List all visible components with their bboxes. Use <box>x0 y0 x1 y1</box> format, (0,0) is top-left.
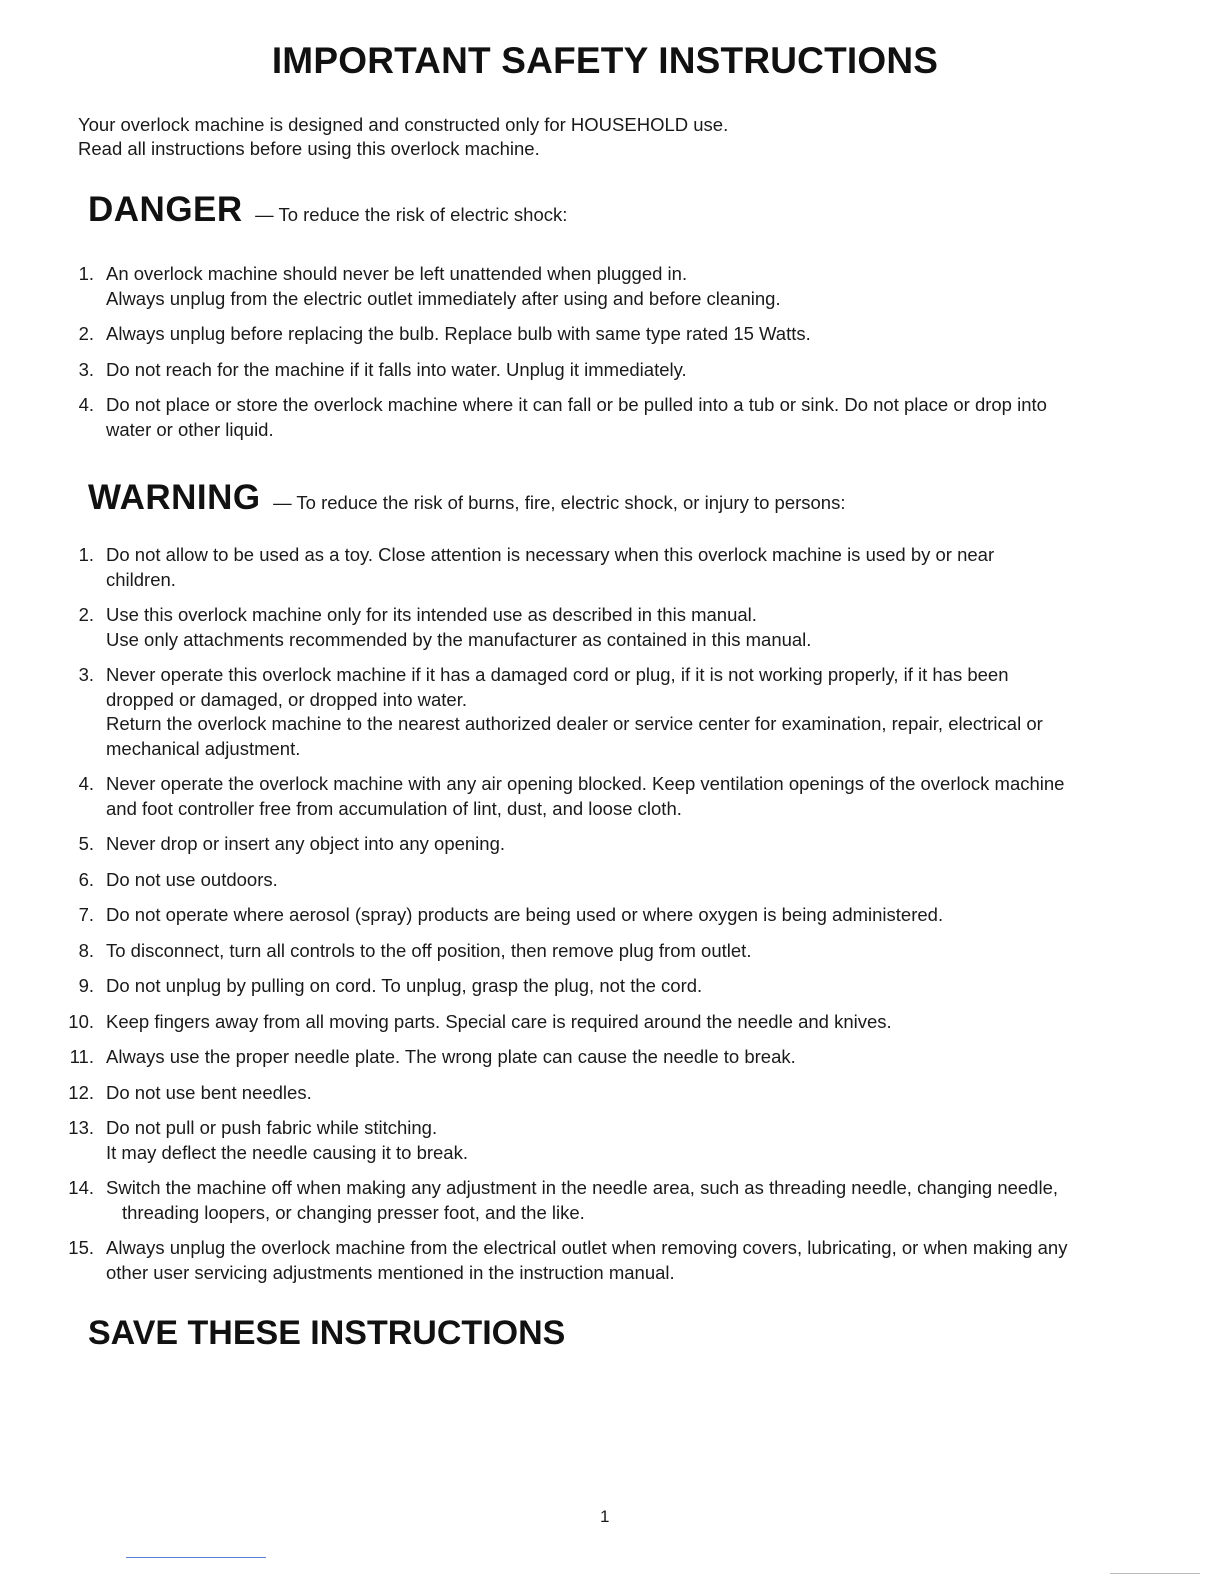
save-instructions-heading: SAVE THESE INSTRUCTIONS <box>88 1314 566 1352</box>
item-number: 13. <box>68 1117 94 1138</box>
list-item <box>64 939 1154 964</box>
list-item <box>64 663 1154 761</box>
item-number: 1. <box>78 263 94 284</box>
item-text: Switch the machine off when making any adjustment in the needle area, such as threading needle, changing needle, <box>106 1177 1059 1198</box>
intro-line: Your overlock machine is designed and constructed only for HOUSEHOLD use. <box>78 114 729 135</box>
danger-label: DANGER <box>88 190 243 229</box>
list-item <box>64 1045 1154 1070</box>
item-number: 7. <box>78 904 94 925</box>
item-text: Do not use outdoors. <box>106 868 278 890</box>
warning-label: WARNING <box>88 478 261 517</box>
item-text: Always unplug before replacing the bulb. Replace bulb with same type rated 15 Watts. <box>106 323 811 344</box>
item-text: To disconnect, turn all controls to the off position, then remove plug from outlet. <box>106 939 752 961</box>
item-text: Never operate this overlock machine if it has a damaged cord or plug, if it is not working properly, if it has been <box>106 664 1009 685</box>
item-number: 4. <box>78 773 94 794</box>
item-text: Do not place or store the overlock machine where it can fall or be pulled into a tub or sink. Do not place or drop into <box>106 394 1047 415</box>
item-number: 3. <box>78 358 94 380</box>
item-text: Do not unplug by pulling on cord. To unplug, grasp the plug, not the cord. <box>106 975 703 996</box>
item-text: dropped or damaged, or dropped into water. <box>106 688 467 710</box>
item-number: 12. <box>68 1081 94 1103</box>
list-item <box>64 903 1154 928</box>
item-text: Keep fingers away from all moving parts. Special care is required around the needle and knives. <box>106 1010 892 1032</box>
list-item <box>64 1236 1154 1285</box>
danger-list <box>64 262 1154 453</box>
item-number: 5. <box>78 833 94 854</box>
item-text: Do not use bent needles. <box>106 1081 312 1103</box>
item-text: Do not allow to be used as a toy. Close attention is necessary when this overlock machine is used by or near <box>106 544 995 565</box>
intro-text <box>78 113 728 161</box>
item-number: 15. <box>68 1237 94 1258</box>
list-item <box>64 322 1154 347</box>
list-item <box>64 358 1154 383</box>
list-item <box>64 603 1154 652</box>
item-text: Use only attachments recommended by the manufacturer as contained in this manual. <box>106 628 812 650</box>
list-item <box>64 543 1154 592</box>
item-text: other user servicing adjustments mentioned in the instruction manual. <box>106 1261 675 1283</box>
item-text: Never drop or insert any object into any opening. <box>106 833 506 854</box>
list-item <box>64 832 1154 857</box>
list-item <box>64 1116 1154 1165</box>
warning-subheading: — To reduce the risk of burns, fire, electric shock, or injury to persons: <box>273 492 846 513</box>
page-number: 1 <box>600 1507 610 1526</box>
item-number: 14. <box>68 1177 94 1198</box>
item-text: Use this overlock machine only for its intended use as described in this manual. <box>106 604 757 625</box>
item-number: 10. <box>68 1010 94 1032</box>
intro-line: Read all instructions before using this overlock machine. <box>78 138 540 159</box>
item-text: Do not reach for the machine if it falls into water. Unplug it immediately. <box>106 358 687 380</box>
divider <box>126 1557 266 1558</box>
item-text: water or other liquid. <box>106 418 274 440</box>
item-text: and foot controller free from accumulation of lint, dust, and loose cloth. <box>106 797 682 819</box>
list-item <box>64 868 1154 893</box>
page-title: IMPORTANT SAFETY INSTRUCTIONS <box>271 40 939 81</box>
warning-list <box>64 543 1154 1296</box>
item-text: Always unplug the overlock machine from the electrical outlet when removing covers, lubricating, or when making any <box>106 1237 1068 1258</box>
danger-subheading: — To reduce the risk of electric shock: <box>255 204 568 225</box>
list-item <box>64 393 1154 442</box>
item-number: 11. <box>69 1046 94 1067</box>
list-item <box>64 1081 1154 1106</box>
list-item <box>64 772 1154 821</box>
item-text: It may deflect the needle causing it to break. <box>106 1141 468 1163</box>
item-number: 2. <box>78 323 94 344</box>
item-text: Never operate the overlock machine with any air opening blocked. Keep ventilation openings of the overlock machine <box>106 773 1065 794</box>
list-item <box>64 262 1154 311</box>
item-text: Do not operate where aerosol (spray) products are being used or where oxygen is being administered. <box>106 904 944 925</box>
item-number: 4. <box>78 394 94 415</box>
item-text: Return the overlock machine to the nearest authorized dealer or service center for examination, repair, electrical or <box>106 713 1043 734</box>
list-item <box>64 1176 1154 1225</box>
item-text: threading loopers, or changing presser foot, and the like. <box>122 1201 585 1223</box>
divider <box>1110 1573 1200 1574</box>
list-item <box>64 974 1154 999</box>
warning-heading <box>88 478 845 518</box>
item-number: 8. <box>78 939 94 961</box>
item-number: 9. <box>78 975 94 996</box>
item-text: Do not pull or push fabric while stitching. <box>106 1117 438 1138</box>
item-number: 6. <box>78 868 94 890</box>
item-number: 2. <box>78 604 94 625</box>
item-text: Always use the proper needle plate. The wrong plate can cause the needle to break. <box>106 1046 796 1067</box>
item-number: 3. <box>78 664 94 685</box>
item-number: 1. <box>78 544 94 565</box>
item-text: mechanical adjustment. <box>106 737 301 759</box>
list-item <box>64 1010 1154 1035</box>
item-text: children. <box>106 568 176 590</box>
item-text: Always unplug from the electric outlet immediately after using and before cleaning. <box>106 287 781 309</box>
danger-heading <box>88 190 567 230</box>
item-text: An overlock machine should never be left unattended when plugged in. <box>106 263 688 284</box>
